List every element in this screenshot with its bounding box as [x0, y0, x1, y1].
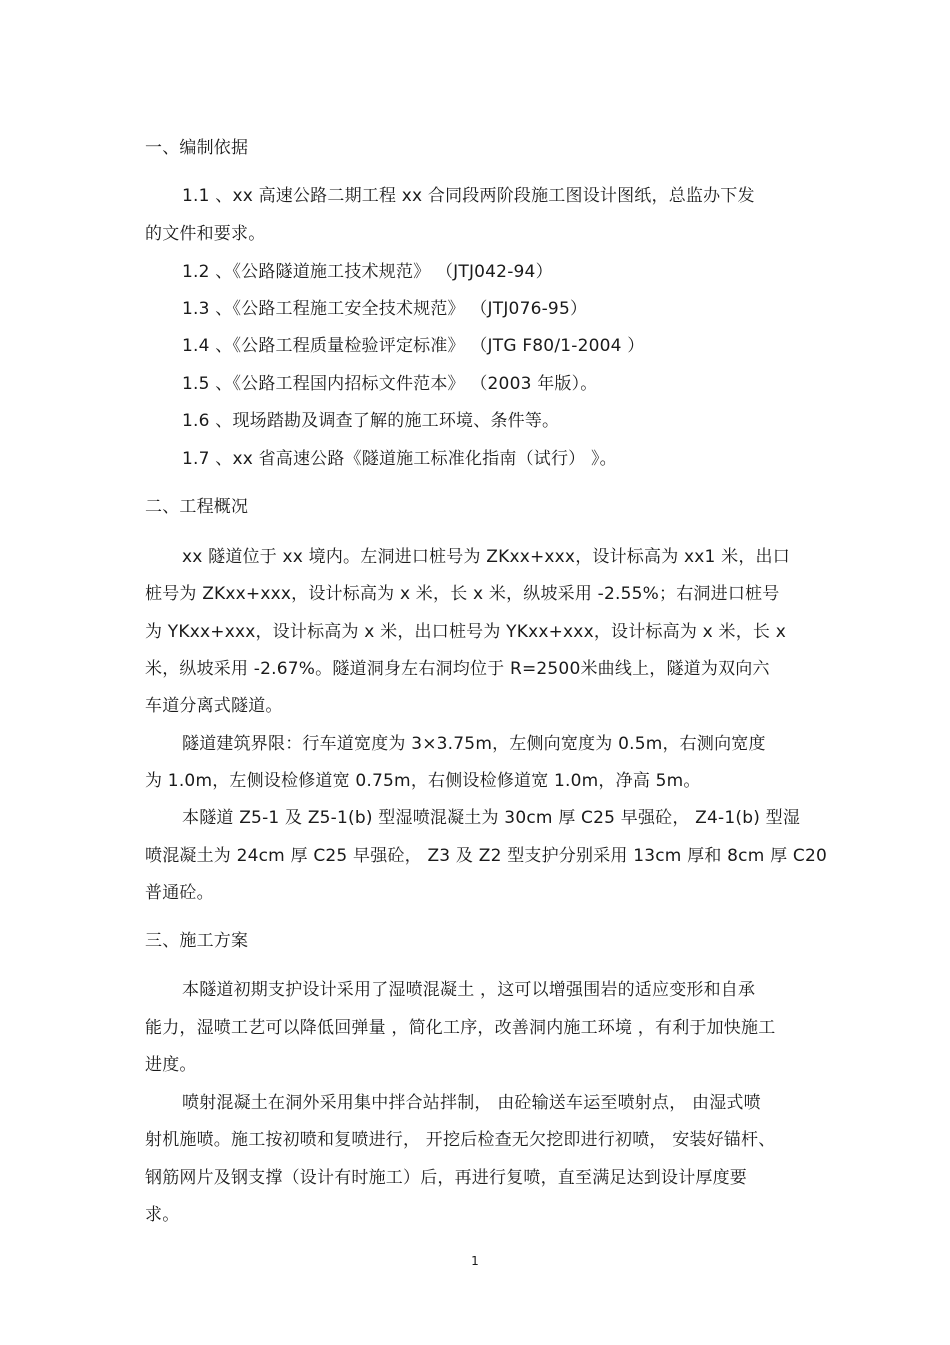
basis-item-6: 1.6 、现场踏勘及调查了解的施工环境、条件等。 [182, 411, 560, 431]
overview-para-1-line-1: xx 隧道位于 xx 境内。左洞进口桩号为 ZKxx+xxx，设计标高为 xx1 米，出口 [182, 547, 790, 567]
plan-para-1-line-1: 本隧道初期支护设计采用了湿喷混凝土 ，这可以增强围岩的适应变形和自承 [182, 980, 756, 1000]
overview-para-1-line-3: 为 YKxx+xxx，设计标高为 x 米，出口桩号为 YKxx+xxx，设计标高为 x 米，长 x [145, 622, 786, 642]
overview-para-1-line-5: 车道分离式隧道。 [145, 696, 283, 716]
overview-para-2-line-1: 隧道建筑界限：行车道宽度为 3×3.75m，左侧向宽度为 0.5m，右测向宽度 [182, 734, 766, 754]
plan-para-2-line-2: 射机施喷。施工按初喷和复喷进行， 开挖后检查无欠挖即进行初喷， 安装好锚杆、 [145, 1130, 776, 1150]
plan-para-1-line-3: 进度。 [145, 1055, 197, 1075]
plan-para-1-line-2: 能力，湿喷工艺可以降低回弹量 ，简化工序，改善洞内施工环境 ，有利于加快施工 [145, 1018, 776, 1038]
basis-item-5: 1.5 、《公路工程国内招标文件范本》 （2003 年版）。 [182, 374, 598, 394]
basis-item-1-line-1: 1.1 、xx 高速公路二期工程 xx 合同段两阶段施工图设计图纸，总监办下发 [182, 186, 755, 206]
plan-para-2-line-3: 钢筋网片及钢支撑（设计有时施工）后，再进行复喷，直至满足达到设计厚度要 [145, 1168, 747, 1188]
basis-item-4: 1.4 、《公路工程质量检验评定标准》 （JTG F80/1-2004 ） [182, 336, 645, 356]
overview-para-2-line-2: 为 1.0m，左侧设检修道宽 0.75m，右侧设检修道宽 1.0m，净高 5m。 [145, 771, 701, 791]
overview-para-1-line-2: 桩号为 ZKxx+xxx，设计标高为 x 米，长 x 米，纵坡采用 -2.55%；右洞进口桩号 [145, 584, 780, 604]
section-heading-3: 三、施工方案 [145, 931, 249, 951]
overview-para-3-line-1: 本隧道 Z5-1 及 Z5-1(b) 型湿喷混凝土为 30cm 厚 C25 早强砼， Z4-1(b) 型湿 [182, 808, 801, 828]
plan-para-2-line-1: 喷射混凝土在洞外采用集中拌合站拌制， 由砼输送车运至喷射点， 由湿式喷 [182, 1093, 761, 1113]
basis-item-7: 1.7 、xx 省高速公路《隧道施工标准化指南（试行） 》。 [182, 449, 617, 469]
basis-item-3: 1.3 、《公路工程施工安全技术规范》 （JTJ076-95） [182, 299, 588, 319]
overview-para-3-line-3: 普通砼。 [145, 883, 214, 903]
basis-item-1-line-2: 的文件和要求。 [145, 224, 266, 244]
basis-item-2: 1.2 、《公路隧道施工技术规范》 （JTJ042-94） [182, 262, 553, 282]
overview-para-1-line-4: 米，纵坡采用 -2.67%。隧道洞身左右洞均位于 R=2500米曲线上，隧道为双向六 [145, 659, 770, 679]
section-heading-2: 二、工程概况 [145, 497, 249, 517]
page-number: 1 [471, 1254, 479, 1268]
section-heading-1: 一、编制依据 [145, 138, 249, 158]
plan-para-2-line-4: 求。 [145, 1205, 180, 1225]
overview-para-3-line-2: 喷混凝土为 24cm 厚 C25 早强砼， Z3 及 Z2 型支护分别采用 13cm 厚和 8cm 厚 C20 [145, 846, 827, 866]
